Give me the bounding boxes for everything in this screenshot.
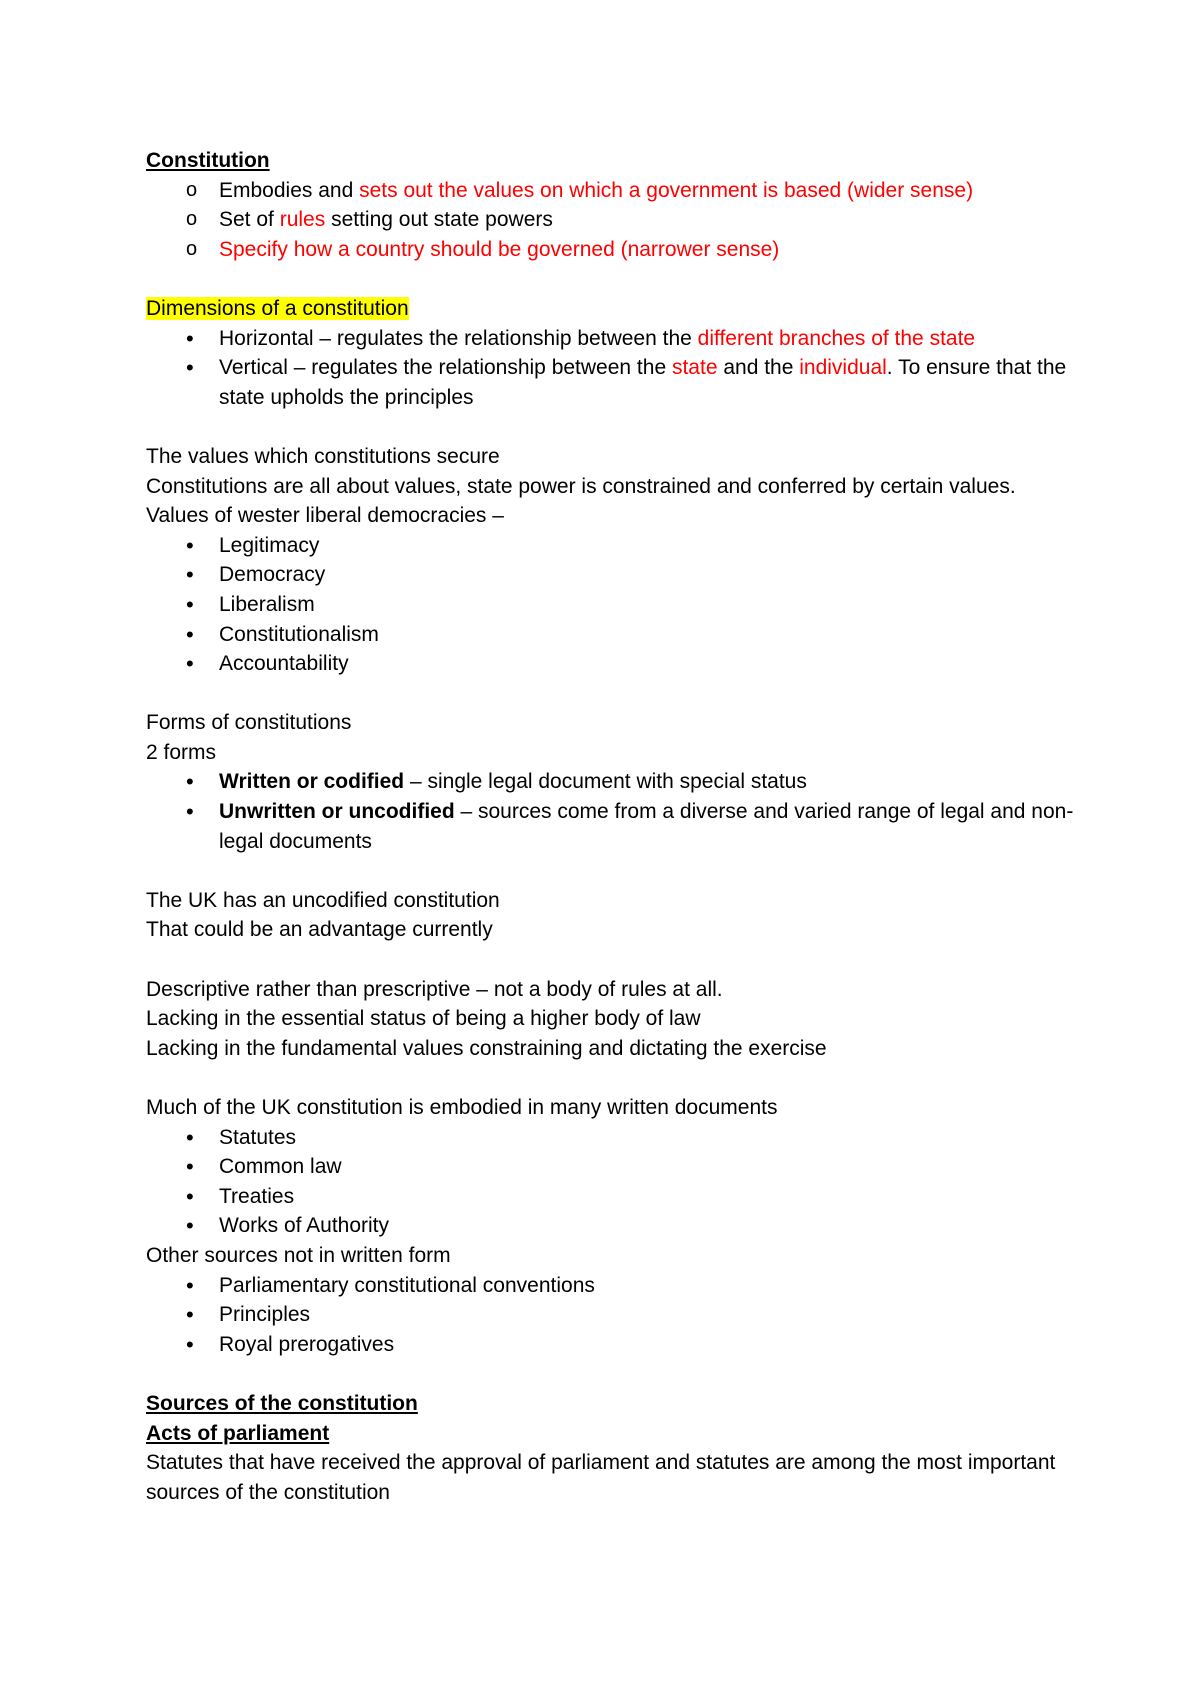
heading-acts-of-parliament: Acts of parliament <box>146 1421 330 1445</box>
bullet-icon: • <box>186 1124 194 1150</box>
circle-bullet-icon: o <box>186 208 198 231</box>
bullet-icon: • <box>186 1183 194 1209</box>
list-item <box>146 590 1076 620</box>
bullet-icon: • <box>186 532 194 558</box>
item-text: Horizontal – regulates the relationship between the <box>219 326 698 350</box>
item-text: – single legal document with special status <box>404 770 807 794</box>
bullet-icon: • <box>186 1331 194 1357</box>
paragraph-line: The UK has an uncodified constitution <box>146 888 500 912</box>
circle-bullet-icon: o <box>186 237 198 260</box>
item-text: – sources come from a diverse and varied range of legal and non-legal documents <box>219 800 1074 853</box>
item-highlight-text: sets out the values on which a government is based (wider sense) <box>359 178 974 202</box>
list-item <box>146 176 1076 206</box>
list-item <box>146 205 1076 235</box>
values-list <box>146 531 1076 679</box>
bullet-icon: • <box>186 325 194 351</box>
paragraph-line: Other sources not in written form <box>146 1243 451 1267</box>
item-text: . To ensure that the state upholds the principles <box>219 356 1067 409</box>
list-item <box>146 1271 1076 1301</box>
document-page <box>146 146 1076 1507</box>
item-text: Embodies and <box>219 178 360 202</box>
item-bold-text: Unwritten or uncodified <box>219 800 455 824</box>
paragraph-line: Descriptive rather than prescriptive – not a body of rules at all. <box>146 977 723 1001</box>
bullet-icon: • <box>186 1213 194 1239</box>
item-text: and the <box>717 356 800 380</box>
list-item <box>146 1300 1076 1330</box>
item-text: Legitimacy <box>219 533 320 557</box>
item-text: Set of <box>219 208 280 232</box>
list-item <box>146 767 1076 797</box>
paragraph-line: Lacking in the fundamental values constraining and dictating the exercise <box>146 1036 827 1060</box>
bullet-icon: • <box>186 1154 194 1180</box>
paragraph-line: The values which constitutions secure <box>146 444 500 468</box>
paragraph-line: Much of the UK constitution is embodied in many written documents <box>146 1096 778 1119</box>
written-sources-list <box>146 1123 1076 1241</box>
item-text: setting out state powers <box>325 208 553 232</box>
item-text: Treaties <box>219 1184 295 1208</box>
list-item <box>146 1152 1076 1182</box>
item-text: Works of Authority <box>219 1214 390 1238</box>
item-highlight-text: individual <box>799 356 887 380</box>
item-bold-text: Written or codified <box>219 770 405 794</box>
dimensions-list <box>146 324 1076 413</box>
list-item <box>146 560 1076 590</box>
list-item <box>146 235 1076 265</box>
list-item <box>146 353 1076 412</box>
paragraph-line: Constitutions are all about values, state power is constrained and conferred by certain values. <box>146 474 1016 498</box>
heading-sources: Sources of the constitution <box>146 1391 418 1415</box>
bullet-icon: • <box>186 621 194 647</box>
list-item <box>146 620 1076 650</box>
bullet-icon: • <box>186 1302 194 1328</box>
item-text: Vertical – regulates the relationship between the <box>219 356 672 380</box>
paragraph-line: That could be an advantage currently <box>146 918 493 942</box>
bullet-icon: • <box>186 799 194 825</box>
paragraph-line: Values of wester liberal democracies – <box>146 504 504 528</box>
item-highlight-text: state <box>671 356 718 380</box>
item-text: Liberalism <box>219 592 315 616</box>
list-item <box>146 1123 1076 1153</box>
list-item <box>146 531 1076 561</box>
paragraph-line: 2 forms <box>146 740 217 764</box>
item-highlight-text: different branches of the state <box>697 326 976 350</box>
item-text: Constitutionalism <box>219 622 379 646</box>
heading-constitution: Constitution <box>146 149 270 172</box>
list-item <box>146 649 1076 679</box>
bullet-icon: • <box>186 355 194 381</box>
list-item <box>146 1330 1076 1360</box>
list-item <box>146 324 1076 354</box>
heading-dimensions-row <box>146 294 1076 324</box>
item-text: Royal prerogatives <box>219 1332 395 1356</box>
item-text: Statutes <box>219 1125 297 1149</box>
bullet-icon: • <box>186 562 194 588</box>
circle-bullet-icon: o <box>186 178 198 201</box>
list-item <box>146 797 1076 856</box>
constitution-list <box>146 176 1076 265</box>
bullet-icon: • <box>186 1272 194 1298</box>
list-item <box>146 1211 1076 1241</box>
unwritten-sources-list <box>146 1271 1076 1360</box>
item-text: Democracy <box>219 563 326 587</box>
item-text: Common law <box>219 1155 342 1179</box>
bullet-icon: • <box>186 591 194 617</box>
paragraph-statutes: Statutes that have received the approval of parliament and statutes are among the most important sources of the constitution <box>146 1451 1056 1504</box>
forms-list <box>146 767 1076 856</box>
heading-dimensions: Dimensions of a constitution <box>146 296 409 320</box>
item-text: Parliamentary constitutional conventions <box>219 1273 595 1297</box>
item-highlight-text: Specify how a country should be governed (narrower sense) <box>219 237 780 261</box>
list-item <box>146 1182 1076 1212</box>
item-highlight-text: rules <box>279 208 326 232</box>
paragraph-line: Lacking in the essential status of being a higher body of law <box>146 1007 701 1031</box>
bullet-icon: • <box>186 769 194 795</box>
item-text: Principles <box>219 1303 311 1327</box>
paragraph-line: Forms of constitutions <box>146 711 352 735</box>
item-text: Accountability <box>219 652 349 676</box>
bullet-icon: • <box>186 651 194 677</box>
